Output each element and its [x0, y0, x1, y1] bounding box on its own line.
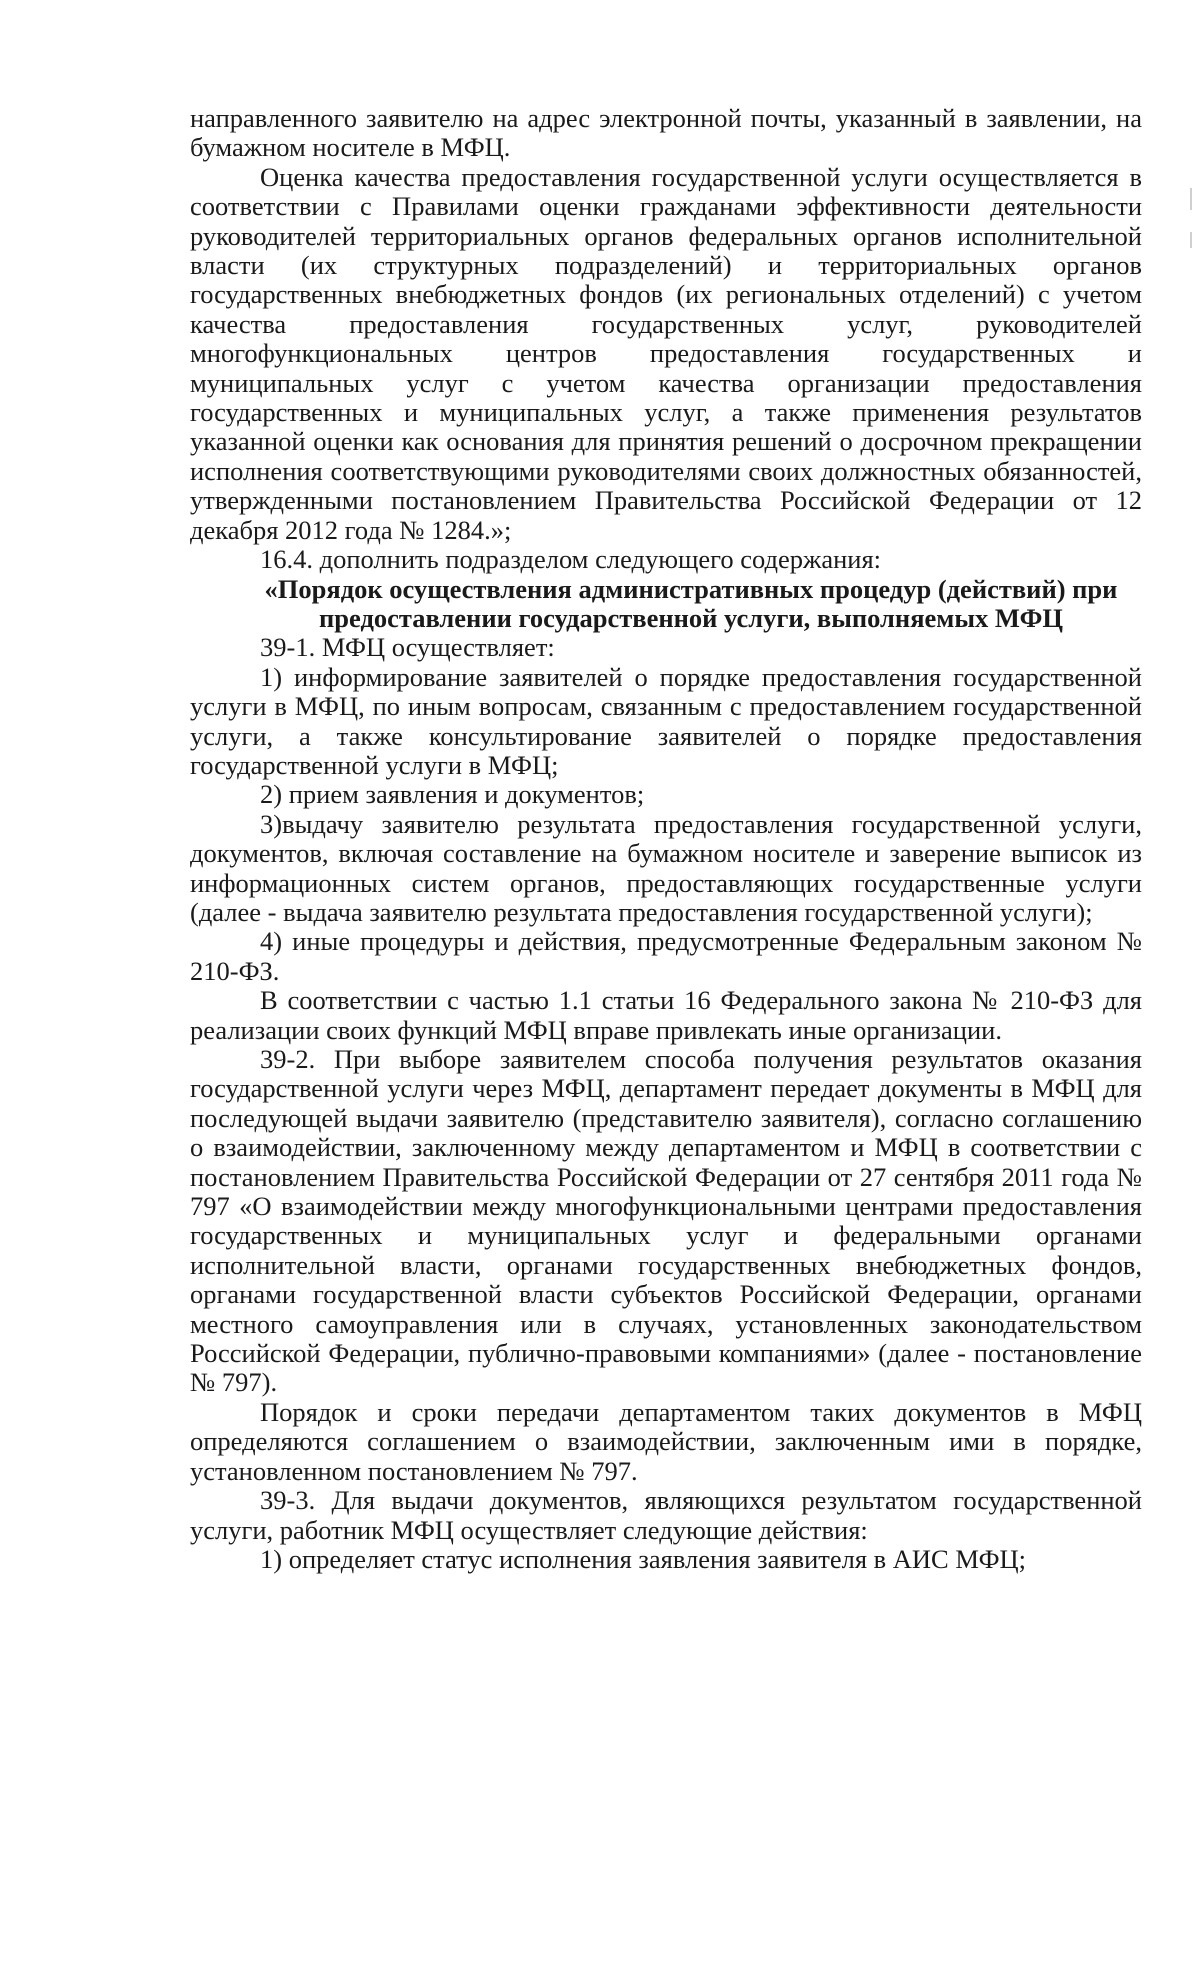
paragraph-39-2: 39-2. При выборе заявителем способа получения результатов оказания государственной услуги через МФЦ, департамент передает документы в МФЦ для последующей выдачи заявителю (представителю заявителя), согласно соглашению о взаимодействии, заключенному между департаментом и МФЦ в соответствии с постановлением Правительства Российской Федерации от 27 сентября 2011 года № 797 «О взаимодействии между многофункциональными центрами предоставления государственных и муниципальных услуг и федеральными органами исполнительной власти, органами государственных внебюджетных фондов, органами государственной власти субъектов Российской Федерации, органами местного самоуправления или в случаях, установленных законодательством Российской Федерации, публично-правовыми компаниями» (далее - постановление № 797).	[190, 1044, 1142, 1398]
scan-artifact-mark	[1190, 232, 1192, 248]
section-heading: «Порядок осуществления административных процедур (действий) при предоставлении государственной услуги, выполняемых МФЦ	[264, 573, 1118, 633]
paragraph-39-3-item-1: 1) определяет статус исполнения заявления заявителя в АИС МФЦ;	[260, 1543, 1027, 1574]
list-item-2: 2) прием заявления и документов;	[260, 779, 645, 810]
list-item-3: 3)выдачу заявителю результата предоставления государственной услуги, документов, включая составление на бумажном носителе и заверение выписок из информационных систем органов, предоставляющих государственные услуги (далее - выдача заявителю результата предоставления государственной услуги);	[190, 808, 1142, 927]
scan-artifact-mark	[1190, 188, 1192, 210]
paragraph-part-1-1: В соответствии с частью 1.1 статьи 16 Федерального закона № 210-ФЗ для реализации своих функций МФЦ вправе привлекать иные организации.	[190, 985, 1142, 1045]
paragraph-quality-assessment: Оценка качества предоставления государственной услуги осуществляется в соответствии с Правилами оценки гражданами эффективности деятельности руководителей территориальных органов федеральных органов исполнительной власти (их структурных подразделений) и территориальных органов государственных внебюджетных фондов (их региональных отделений) с учетом качества предоставления государственных услуг, руководителей многофункциональных центров предоставления государственных и муниципальных услуг с учетом качества организации предоставления государственных и муниципальных услуг, а также применения результатов указанной оценки как основания для принятия решений о досрочном прекращении исполнения соответствующими руководителями своих должностных обязанностей, утвержденными постановлением Правительства Российской Федерации от 12 декабря 2012 года № 1284.»;	[190, 161, 1142, 545]
paragraph-39-3: 39-3. Для выдачи документов, являющихся результатом государственной услуги, работник МФЦ осуществляет следующие действия:	[190, 1485, 1142, 1545]
paragraph-email-delivery: направленного заявителю на адрес электронной почты, указанный в заявлении, на бумажном носителе в МФЦ.	[190, 103, 1142, 163]
paragraph-39-1: 39-1. МФЦ осуществляет:	[260, 632, 555, 663]
paragraph-transfer-order: Порядок и сроки передачи департаментом таких документов в МФЦ определяются соглашением о взаимодействии, заключенным ими в порядке, установленном постановлением № 797.	[190, 1396, 1142, 1486]
document-page	[190, 104, 1142, 1574]
paragraph-16-4: 16.4. дополнить подразделом следующего содержания:	[260, 544, 881, 575]
list-item-4: 4) иные процедуры и действия, предусмотренные Федеральным законом № 210-ФЗ.	[190, 926, 1142, 986]
list-item-1: 1) информирование заявителей о порядке предоставления государственной услуги в МФЦ, по иным вопросам, связанным с предоставлением государственной услуги, а также консультирование заявителей о порядке предоставления государственной услуги в МФЦ;	[190, 661, 1142, 780]
